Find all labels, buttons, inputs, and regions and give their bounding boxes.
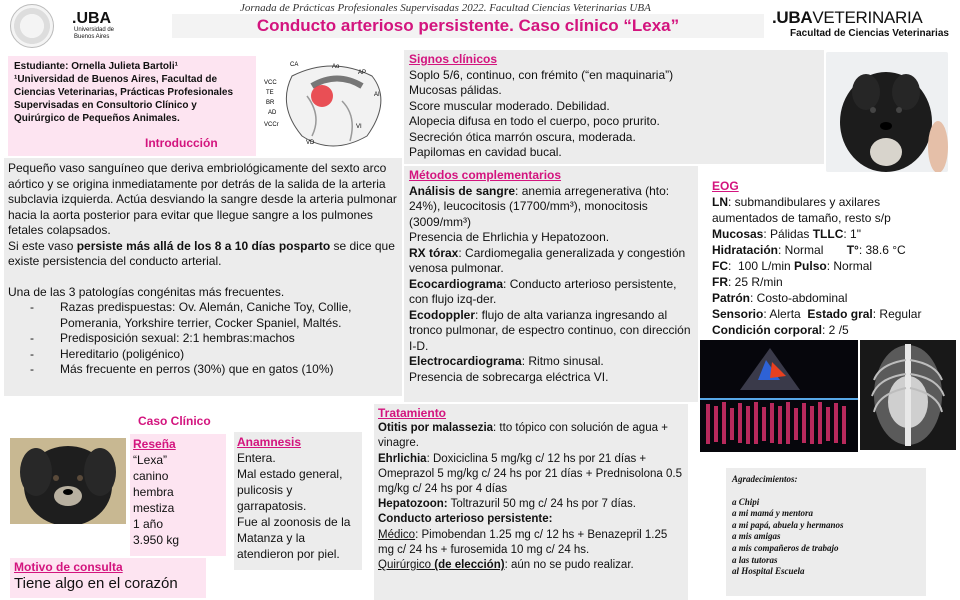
resena-heading: Reseña bbox=[133, 437, 176, 451]
list-item: Soplo 5/6, continuo, con frémito (“en maquinaria”) bbox=[409, 67, 674, 82]
trat-ehrlichia: Ehrlichia: Doxiciclina 5 mg/kg c/ 12 hs por 21 días + Omeprazol 5 mg/kg c/ 24 hs por 21 días + Prednisolona 0.5 mg/kg c/ 24 hs por 4 días bbox=[378, 452, 682, 496]
intro-list bbox=[30, 300, 398, 378]
uba-logo-left bbox=[0, 0, 170, 52]
signos-box bbox=[404, 50, 824, 164]
metodos-sangre: Análisis de sangre: anemia arregenerativa (hto: 24%), leucocitosis (17700/mm³), monocitosis (3009/mm³) bbox=[409, 183, 670, 229]
list-item: Secreción ótica marrón oscura, moderada. bbox=[409, 129, 636, 144]
motivo-heading: Motivo de consulta bbox=[14, 560, 123, 574]
metodos-rx: RX tórax: Cardiomegalia generalizada y congestión venosa pulmonar. bbox=[409, 245, 686, 275]
logo-vet: VETERINARIA bbox=[812, 8, 923, 27]
agradecimientos-box bbox=[726, 468, 926, 596]
heart-label-ad: AD bbox=[268, 110, 277, 116]
eog-ln: LN: submandibulares y axilares aumentados de tamaño, resto s/p bbox=[712, 195, 891, 225]
list-item: a mis compañeros de trabajo bbox=[732, 542, 839, 553]
metodos-box bbox=[404, 166, 698, 402]
heart-label-ai: AI bbox=[374, 92, 380, 98]
trat-hepatozoon: Hepatozoon: Toltrazuril 50 mg c/ 24 hs por 7 días. bbox=[378, 498, 636, 511]
motivo-text: Tiene algo en el corazón bbox=[14, 575, 178, 592]
eog-patron: Patrón: Costo-abdominal bbox=[712, 291, 848, 305]
list-item: a mi papá, abuela y hermanos bbox=[732, 519, 844, 530]
agradecimientos-heading: Agradecimientos: bbox=[732, 474, 798, 484]
list-item: - Hereditario (poligénico) bbox=[30, 347, 398, 363]
tratamiento-box bbox=[374, 404, 688, 600]
intro-p1: Pequeño vaso sanguíneo que deriva embriológicamente del sexto arco aórtico y se origina inmediatamente por detrás de la salida de la arteria subclavia izquierda. Actúa desviando la sangre desde la arteria pulmonar hacia la aorta posterior para evitar que llegue sangre a los pulmones fetales colapsados. bbox=[8, 161, 397, 237]
logo-uba: .UBA bbox=[772, 8, 813, 27]
list-item: hembra bbox=[133, 485, 174, 499]
heart-label-ao: Ao bbox=[332, 64, 340, 70]
list-item: al Hospital Escuela bbox=[732, 566, 805, 577]
eog-mucosas: Mucosas: Pálidas TLLC: 1" bbox=[712, 227, 861, 241]
heart-diagram bbox=[262, 56, 402, 156]
dog-photo-top bbox=[826, 52, 948, 172]
trat-quirurgico: Quirúrgico (de elección): aún no se pudo realizar. bbox=[378, 559, 634, 572]
metodos-sangre-extra: Presencia de Ehrlichia y Hepatozoon. bbox=[409, 230, 610, 244]
list-item: “Lexa” bbox=[133, 453, 168, 467]
anamnesis-heading: Anamnesis bbox=[237, 435, 302, 449]
eog-fc: FC: 100 L/min Pulso: Normal bbox=[712, 259, 873, 273]
intro-p3: Una de las 3 patologías congénitas más frecuentes. bbox=[8, 284, 285, 299]
eog-fr: FR: 25 R/min bbox=[712, 275, 783, 289]
eog-sensorio: Sensorio: Alerta Estado gral: Regular bbox=[712, 307, 922, 321]
xray-image bbox=[860, 340, 956, 450]
list-item: a mis amigas bbox=[732, 531, 781, 542]
heart-label-te: TE bbox=[266, 90, 274, 96]
heart-label-vccr: VCCr bbox=[264, 122, 279, 128]
eog-cc: Condición corporal: 2 /5 bbox=[712, 323, 849, 337]
poster-title: Conducto arterioso persistente. Caso clínico “Lexa” bbox=[172, 14, 764, 38]
trat-medico: Médico: Pimobendan 1.25 mg c/ 12 hs + Benazepril 1.25 mg c/ 24 hs + furosemida 10 mg c/ 24 hs. bbox=[378, 528, 668, 556]
anamnesis-box bbox=[234, 432, 362, 570]
motivo-box bbox=[10, 558, 206, 598]
list-item: a las tutoras bbox=[732, 554, 778, 565]
list-item: Papilomas en cavidad bucal. bbox=[409, 145, 562, 159]
intro-box bbox=[4, 158, 402, 396]
signos-heading: Signos clínicos bbox=[409, 52, 498, 66]
uba-logo-subtitle: Universidad de Buenos Aires bbox=[74, 27, 115, 40]
metodos-heading: Métodos complementarios bbox=[409, 168, 562, 182]
intro-heading: Introducción bbox=[145, 136, 218, 150]
list-item: Score muscular moderado. Debilidad. bbox=[409, 98, 610, 113]
list-item: - Más frecuente en perros (30%) que en gatos (10%) bbox=[30, 362, 398, 378]
uba-veterinaria-logo bbox=[772, 6, 960, 46]
student-affiliation: ¹Universidad de Buenos Aires, Facultad de Ciencias Veterinarias, Prácticas Profesionales Supervisadas en Consultorio Clínico y Quirúrgico de Pequeños Animales. bbox=[14, 74, 234, 124]
student-name: Estudiante: Ornella Julieta Bartoli¹ bbox=[14, 61, 178, 72]
list-item: canino bbox=[133, 469, 169, 483]
echo-doppler-image bbox=[700, 340, 858, 452]
list-item: 3.950 kg bbox=[133, 533, 180, 547]
list-item: - Razas predispuestas: Ov. Alemán, Caniche Toy, Collie, Pomerania, Yorkshire terrier, Cocker Spaniel, Maltés. bbox=[30, 300, 398, 331]
eog-box bbox=[708, 176, 952, 338]
eog-hidratacion: Hidratación: Normal T°: 38.6 °C bbox=[712, 243, 906, 257]
list-item: Mal estado general, pulicosis y garrapatosis. bbox=[237, 467, 343, 513]
uba-seal-icon bbox=[10, 4, 54, 48]
intro-p2: Si este vaso persiste más allá de los 8 a 10 días posparto se dice que existe persistencia del conducto arterial. bbox=[8, 238, 395, 268]
list-item: mestiza bbox=[133, 501, 175, 515]
metodos-eco: Ecocardiograma: Conducto arterioso persistente, con flujo izq-der. bbox=[409, 276, 677, 306]
student-box bbox=[8, 56, 256, 156]
metodos-ecg: Electrocardiograma: Ritmo sinusal. bbox=[409, 354, 604, 368]
jornada-line: Jornada de Prácticas Profesionales Supervisadas 2022. Facultad Ciencias Veterinarias UBA bbox=[240, 2, 651, 14]
heart-label-ap: AP bbox=[358, 70, 367, 76]
trat-otitis: Otitis por malassezia: tto tópico con solución de agua + vinagre. bbox=[378, 422, 668, 450]
resena-box bbox=[130, 434, 226, 556]
logo-facultad: Facultad de Ciencias Veterinarias bbox=[790, 28, 949, 39]
list-item: a Chipi bbox=[732, 496, 760, 507]
caso-heading: Caso Clínico bbox=[138, 414, 211, 428]
list-item: - Predisposición sexual: 2:1 hembras:machos bbox=[30, 331, 398, 347]
list-item: a mi mamá y mentora bbox=[732, 508, 813, 519]
heart-label-vcc: VCC bbox=[264, 80, 277, 86]
list-item: Alopecia difusa en todo el cuerpo, poco prurito. bbox=[409, 114, 660, 128]
list-item: Entera. bbox=[237, 451, 276, 465]
list-item: Mucosas pálidas. bbox=[409, 83, 502, 97]
heart-label-vd: VD bbox=[306, 140, 315, 146]
tratamiento-heading: Tratamiento bbox=[378, 406, 447, 420]
trat-cap: Conducto arterioso persistente: bbox=[378, 513, 553, 526]
eog-heading: EOG bbox=[712, 179, 739, 193]
uba-logo-text: .UBA bbox=[72, 10, 112, 27]
list-item: Fue al zoonosis de la Matanza y la atendieron por piel. bbox=[237, 515, 351, 561]
metodos-doppler: Ecodoppler: flujo de alta varianza ingresando al tronco pulmonar, de espectro continuo, con dirección I-D. bbox=[409, 307, 691, 353]
heart-label-br: BR bbox=[266, 100, 275, 106]
dog-photo-bottom bbox=[10, 438, 126, 524]
metodos-ecg-extra: Presencia de sobrecarga eléctrica VI. bbox=[409, 369, 609, 384]
heart-label-vi: VI bbox=[356, 124, 362, 130]
heart-label-ca: CA bbox=[290, 62, 299, 68]
list-item: 1 año bbox=[133, 517, 164, 531]
